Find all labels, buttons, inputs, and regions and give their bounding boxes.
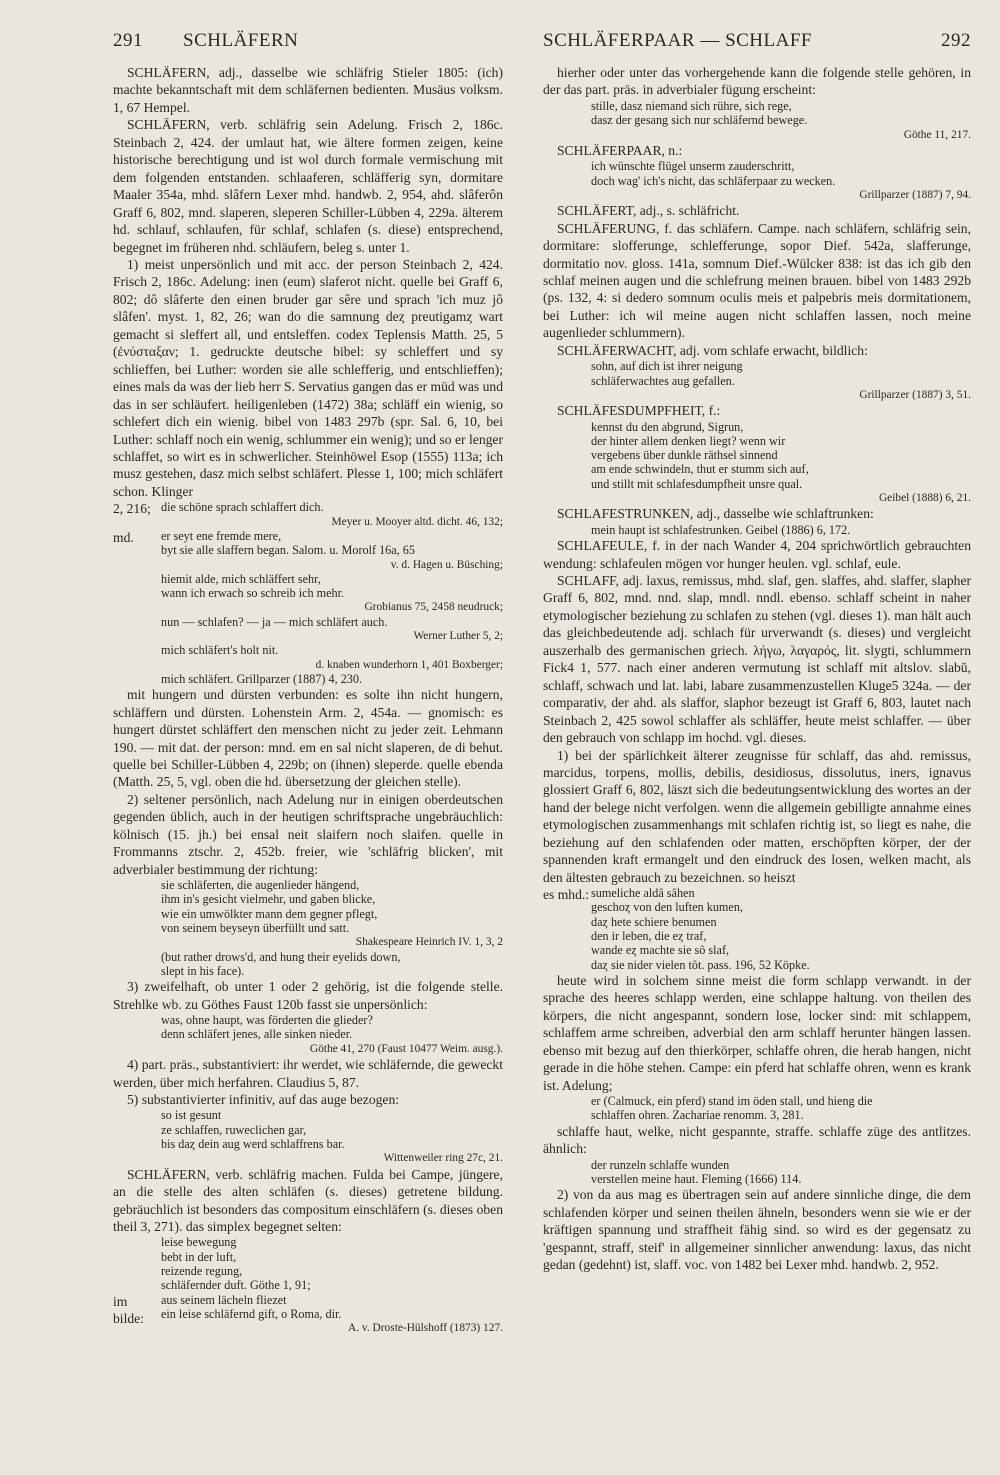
quotation-line: am ende schwindeln, thut er stumm sich auf, <box>591 462 809 477</box>
citation-with-lead <box>113 1293 503 1336</box>
quotation-line: und stillt mit schlafesdumpfheit unsre qual. <box>591 476 803 491</box>
entry-paragraph: SCHLÄFERN, verb. schläfrig machen. Fulda bei Campe, jüngere, an die stelle des alten schläfen (s. dieses) getretene bildung. gebräuchlich ist besonders das compositum einschläfern (s. dieses oben theil 3, 271). das simplex begegnet selten: <box>113 1166 503 1234</box>
entry-paragraph: SCHLAFEULE, f. in der nach Wander 4, 204 sprichwörtlich gebrauchten wendung: schlafeulen mögen vor hunger heulen. vgl. schlaf, eule. <box>543 538 971 571</box>
citation-block <box>113 1013 503 1056</box>
citation-source: Wittenweiler ring 27c, 21. <box>383 1152 503 1165</box>
entry-paragraph: 2) von da aus mag es übertragen sein auf andere sinnliche dinge, die dem schlafenden körper und seinen theilen ähneln, besonders wenn sie wie er der kräftigen spannung und straffheit fähig sind. so wird es der gegensatz zu 'gespannt, straff, steif' in allgemeiner sinnlicher anwendung: laxus, das nicht gedan (gedehnt) ist, slaff. voc. von 1482 bei Lexer mhd. handwb. 2, 952. <box>543 1187 971 1273</box>
quotation-line: bebt in der luft, <box>161 1249 237 1264</box>
quotation-line: hiemit alde, mich schläffert sehr, <box>161 571 321 586</box>
quotation-line: sie schläferten, die augenlieder hängend, <box>161 878 360 893</box>
entry-paragraph: 4) part. präs., substantiviert: ihr werdet, wie schläfernde, die geweckt werden, über mich herfahren. Claudius 5, 87. <box>113 1057 503 1090</box>
citation-lead: 2, 216; <box>113 501 151 517</box>
quotation-line: sohn, auf dich ist ihrer neigung <box>591 359 743 374</box>
citation-block <box>113 1235 503 1292</box>
quotation-line: von seinem beyseyn überfüllt und satt. <box>161 921 350 936</box>
left-head-title: SCHLÄFERN <box>183 30 299 51</box>
quotation-line: ich wünschte flügel unserm zauderschritt, <box>591 159 795 174</box>
citation-block <box>543 420 971 506</box>
entry-paragraph: SCHLÄFERUNG, f. das schläfern. Campe. nach schläfern, schläfrig sein, dormitare: slofferunge, schlefferunge, sopor Dief. 542a, slafferunge, dormitatio nov. gloss. 141a, somnum Dief.-Wülcker 838: ist das ich gib den schlaf meinen augen und die schlefrung meinen brauen. bibel von 1483 292b (ps. 132, 4: si dedero somnum oculis meis et palpebris meis dormitationem, bei Luther: ich wil meine augen nicht schlaffen lassen, noch meine augenlieder schlummern). <box>543 220 971 341</box>
quotation-line: dasz der gesang sich nur schläfernd bewege. <box>591 113 808 128</box>
quotation-line: geschoȥ von den luften kumen, <box>591 900 743 915</box>
quotation-line: stille, dasz niemand sich rühre, sich rege, <box>591 98 792 113</box>
quotation-line: nun — schlafen? — ja — mich schläfert auch. <box>161 614 388 629</box>
citation-with-lead <box>113 529 503 572</box>
citation-source: Meyer u. Mooyer altd. dicht. 46, 132; <box>331 515 503 528</box>
quotation-line: slept in his face). <box>161 963 245 978</box>
quotation-line: mein haupt ist schlafestrunken. Geibel (1886) 6, 172. <box>591 522 851 537</box>
entry-paragraph: heute wird in solchem sinne meist die form schlapp verwandt. in der sprache des heeres schlapp werden, eine schlappe haltung. von theilen des körpers, die nicht angespannt, sondern lose, locker sind: mit schlappem, schlaffem arme schreiben, adverbial den arm schlaff herunter hängen lassen. ebenso mit bezug auf den thierkörper, schlaffe ohren, die herab hangen, nicht gerade in die höhe stehen. Campe: ein pferd hat schlaffe ohren, wenn es krank ist. Adelung; <box>543 972 971 1093</box>
citation-block <box>543 359 971 402</box>
quotation-line: mich schläfert. Grillparzer (1887) 4, 230. <box>161 671 363 686</box>
quotation <box>591 1158 971 1187</box>
entry-paragraph: hierher oder unter das vorhergehende kann die folgende stelle gehören, in der das part. präs. in adverbialer fügung erscheint: <box>543 65 971 98</box>
quotation <box>161 1293 503 1336</box>
entry-paragraph: 2) seltener persönlich, nach Adelung nur in einigen oberdeutschen gegenden üblich, auch in der heutigen schriftsprache ungebräuchlich: kölnisch (15. jh.) bei ensal neit slaifern noch slaifen. quelle in Frommanns ztschr. 2, 452b. freier, wie 'schläfrig blicken', mit adverbialer bestimmung der richtung: <box>113 791 503 877</box>
citation-source: Shakespeare Heinrich IV. 1, 3, 2 <box>355 936 503 949</box>
entry-paragraph: SCHLAFESTRUNKEN, adj., dasselbe wie schlaftrunken: <box>557 506 874 522</box>
quotation-line: mich schläfert's holt nit. <box>161 643 279 658</box>
citation-block <box>543 523 971 537</box>
quotation-line: ze schlaffen, ruweclichen gar, <box>161 1122 307 1137</box>
entry-paragraph: 5) substantivierter infinitiv, auf das auge bezogen: <box>127 1091 400 1107</box>
entry-paragraph: mit hungern und dürsten verbunden: es solte ihn nicht hungern, schläffern und dürsten. Lohenstein Arm. 2, 454a. — gnomisch: es hungert dürstet schläffert den menschen nicht zu jeder zeit. Lehmann 190. — mit dat. der person: mnd. em en sal nicht slaperen, de di behut. quelle bei Schiller-Lübben 4, 229b; on (ihnen) sleperde. quelle ebenda (Matth. 25, 5, vgl. oben die hd. übersetzung der gleichen stelle). <box>113 687 503 790</box>
quotation-line: kennst du den abgrund, Sigrun, <box>591 419 744 434</box>
quotation-line: ihm in's gesicht vielmehr, und gaben blicke, <box>161 892 376 907</box>
quotation-line: vergebens über dunkle räthsel sinnend <box>591 448 778 463</box>
quotation-line: bis daȥ dein aug werd schlaffrens bar. <box>161 1137 345 1151</box>
citation-source: Göthe 11, 217. <box>903 128 971 141</box>
citation-with-lead <box>113 500 503 529</box>
right-page-number: 292 <box>941 30 971 51</box>
quotation-line: doch wag' ich's nicht, das schläferpaar zu wecken. <box>591 173 836 188</box>
quotation-line: schläfernder duft. Göthe 1, 91; <box>161 1278 311 1293</box>
quotation-line: der runzeln schlaffe wunden <box>591 1157 730 1172</box>
entry-paragraph: 1) bei der spärlichkeit älterer zeugnisse für schlaff, das ahd. remissus, marcidus, torpens, mollis, debilis, desidiosus, dissolutus, iners, ignavus glossiert Graff 6, 802, läszt sich die bedeutungsentwicklung des wortes an der hand der belege nicht verfolgen. wenn die allgemein gebilligte annahme eines etymologischen zusammenhangs mit schlafen richtig ist, so liegt es nahe, die beziehung auf den schlafenden oder matten, erschöpften körper, der der spannenden kraft ermangelt und den eindruck des losen, welken macht, als den ältesten gebrauch zu bezeichnen. so heiszt <box>543 747 971 885</box>
citation-source: d. knaben wunderhorn 1, 401 Boxberger; <box>315 658 503 671</box>
quotation <box>161 500 503 529</box>
quotation-line: wande eȥ machte sie sô slaf, <box>591 943 730 958</box>
citation-source: Grillparzer (1887) 7, 94. <box>859 188 971 201</box>
entry-paragraph: SCHLÄFERWACHT, adj. vom schlafe erwacht, bildlich: <box>557 342 868 358</box>
quotation-line: so ist gesunt <box>161 1108 222 1123</box>
citation-source: v. d. Hagen u. Büsching; <box>390 558 503 571</box>
right-column <box>543 64 971 1273</box>
citation-lead: im bilde: <box>113 1293 144 1327</box>
quotation-line: aus seinem lächeln fliezet <box>161 1292 287 1307</box>
quotation-line: er seyt ene fremde mere, <box>161 528 282 543</box>
quotation-line: schläferwachtes aug gefallen. <box>591 373 735 388</box>
quotation <box>161 1235 503 1292</box>
quotation-line: wie ein umwölkter mann dem gegner pflegt, <box>161 906 378 921</box>
quotation-line: reizende regung, <box>161 1264 243 1278</box>
quotation-line: er (Calmuck, ein pferd) stand im öden stall, und hieng die <box>591 1094 873 1109</box>
entry-paragraph: 1) meist unpersönlich und mit acc. der person Steinbach 2, 424. Frisch 2, 186c. Adelung: inen (eum) slaferot nicht. quelle bei Graff 6, 802; dô slâferte den einen bruder gar sêre und sprach 'ich muz jô slâfen'. myst. 1, 82, 26; wan do die samnung deȥ preutigamȥ wart gemacht si sleffert all, und entsleffen. codex Teplensis Matth. 25, 5 (ἐνύσταξαν; 1. gedruckte deutsche bibel: sy schleffert und sy schlieffen, bei Luther: worden sie alle schlefferig, und entschlieffen); eines mals da was der lieb herr S. Servatius gangen das er müd was und das in ser schläufert. heiligenleben (1472) 38a; schläff ein wienig, so schlefert dich ein wienig. bibel von 1483 297b (spr. Sal. 6, 10, bei Luther: schlaff noch ein wenig, schlummer ein wenig); und so er lenger schlaffet, so wirt es in schwerlicher. Steinhöwel Esop (1555) 113a; ich musz gestehen, dasz mich selbst schläfert. Plesse 1, 100; mich schläfert schon. Klinger <box>113 256 503 499</box>
citation-lead: es mhd.: <box>543 887 590 903</box>
entry-paragraph: SCHLÄFERN, verb. schläfrig sein Adelung. Frisch 2, 186c. Steinbach 2, 424. der umlaut hat, wie ältere formen zeigen, keine historische berechtigung und ist wol durch formale vermischung mit dem folgenden entstanden. schlaaferen, schläfferig syn, dormitare Maaler 354a, mhd. slâfern Lexer mhd. handwb. 2, 954, ahd. slâferôn Graff 6, 802, mnd. slaperen, sleperen Schiller-Lübben 4, 229a. älterem hd. schlauf, schlaufen, für schlaf, schlafen (s. diese) entsprechend, begegnet im früheren nhd. schläufern, beleg s. unter 1. <box>113 117 503 255</box>
citation-block <box>113 1108 503 1165</box>
citation-with-lead <box>543 886 971 972</box>
left-page-number: 291 <box>113 30 143 51</box>
quotation <box>591 99 971 142</box>
citation-block <box>113 950 503 979</box>
quotation-line: byt sie alle slaffern began. Salom. u. Morolf 16a, 65 <box>161 543 415 558</box>
citation-block <box>113 615 503 644</box>
citation-block <box>113 643 503 672</box>
quotation <box>161 950 503 979</box>
quotation <box>161 878 503 949</box>
quotation-line: ein leise schläfernd gift, o Roma, dir. <box>161 1306 342 1321</box>
quotation-line: denn schläfert jenes, alle sinken nieder. <box>161 1027 353 1042</box>
entry-paragraph: SCHLÄFERPAAR, n.: <box>557 142 683 158</box>
citation-block <box>543 159 971 202</box>
citation-source: Grobianus 75, 2458 neudruck; <box>364 601 503 614</box>
quotation-line: verstellen meine haut. Fleming (1666) 114. <box>591 1171 802 1186</box>
quotation-line: leise bewegung <box>161 1235 237 1250</box>
citation-block <box>543 1158 971 1187</box>
citation-source: Göthe 41, 270 (Faust 10477 Weim. ausg.). <box>309 1042 503 1055</box>
quotation-line: der hinter allem denken liegt? wenn wir <box>591 433 786 448</box>
entry-paragraph: 3) zweifelhaft, ob unter 1 oder 2 gehörig, ist die folgende stelle. Strehlke wb. zu Göthes Faust 120b fasst sie unpersönlich: <box>113 979 503 1012</box>
quotation <box>161 572 503 615</box>
quotation <box>591 1094 971 1123</box>
quotation <box>161 643 503 672</box>
quotation <box>591 159 971 202</box>
quotation-line: was, ohne haupt, was förderten die glieder? <box>161 1013 373 1028</box>
citation-lead: md. <box>113 529 134 545</box>
quotation-line: (but rather drows'd, and hung their eyelids down, <box>161 949 401 964</box>
right-head-title: SCHLÄFERPAAR — SCHLAFF <box>543 30 812 51</box>
left-column <box>113 64 503 1335</box>
quotation <box>591 523 971 537</box>
citation-block <box>543 1094 971 1123</box>
quotation-line: sumeliche aldâ sâhen <box>591 886 695 901</box>
quotation-line: den ir leben, die eȥ traf, <box>591 929 707 944</box>
quotation <box>161 672 503 686</box>
quotation <box>591 886 971 972</box>
quotation-line: daȥ hete schiere benumen <box>591 914 717 929</box>
citation-source: Grillparzer (1887) 3, 51. <box>859 388 971 401</box>
citation-source: Werner Luther 5, 2; <box>413 630 503 642</box>
quotation-line: die schöne sprach schlaffert dich. <box>161 500 324 515</box>
entry-paragraph: SCHLÄFESDUMPFHEIT, f.: <box>557 403 721 419</box>
quotation-line: daȥ sie nider vielen tôt. pass. 196, 52 Köpke. <box>591 957 810 972</box>
quotation <box>161 529 503 572</box>
quotation <box>591 420 971 506</box>
citation-source: A. v. Droste-Hülshoff (1873) 127. <box>347 1322 503 1335</box>
quotation <box>161 1013 503 1056</box>
quotation <box>161 1108 503 1165</box>
citation-block <box>113 672 503 686</box>
entry-paragraph: SCHLAFF, adj. laxus, remissus, mhd. slaf, gen. slaffes, ahd. slaffer, slapher Graff 6, 802, mnd. nnd. slap, mndl. nndl. ebenso. schlaff scheint in naher etymologischer beziehung zu schlafen zu stehen (vgl. dieses 1). man hält auch das gleichbedeutende adj. schlach für urverwandt (s. dieses) und vergleicht auszerhalb des germanischen griech. λήγω, λαγαρός, lit. slygti, schlummern Fick4 1, 577. nach einer anderen vermutung ist schlaff mit altslov. slabŭ, schlaff, schwach und lat. labi, labare zusammenzustellen Kluge5 324a. — der comparativ, der ahd. als slaffor, slaphor bezeugt ist Graff 6, 803, lautet nach Steinbach 2, 425 sowol schlaffer als schläffer, heute meist schlaffer. — über den gebrauch von schlapp im hochd. vgl. dieses. <box>543 573 971 746</box>
left-running-head <box>113 30 493 56</box>
quotation <box>161 615 503 644</box>
entry-paragraph: SCHLÄFERN, adj., dasselbe wie schläfrig Stieler 1805: (ich) machte bekanntschaft mit dem schläfernen bedienten. Musäus volksm. 1, 67 Hempel. <box>113 65 503 115</box>
right-running-head <box>543 30 971 56</box>
quotation-line: wann ich erwach so schreib ich mehr. <box>161 586 345 601</box>
citation-block <box>543 99 971 142</box>
citation-block <box>113 572 503 615</box>
citation-source: Geibel (1888) 6, 21. <box>878 492 971 505</box>
entry-paragraph: SCHLÄFERT, adj., s. schläfricht. <box>557 203 740 219</box>
quotation-line: schlaffen ohren. Zachariae renomm. 3, 281. <box>591 1108 804 1123</box>
quotation <box>591 359 971 402</box>
citation-block <box>113 878 503 949</box>
entry-paragraph: schlaffe haut, welke, nicht gespannte, straffe. schlaffe züge des antlitzes. ähnlich: <box>543 1123 971 1157</box>
